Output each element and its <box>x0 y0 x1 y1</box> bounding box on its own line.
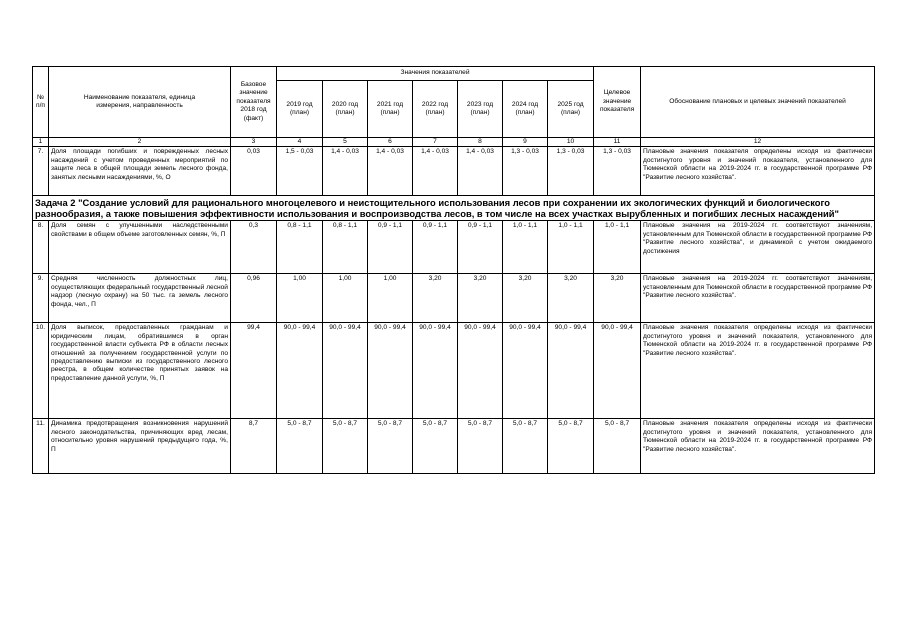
row-value: 90,0 - 99,4 <box>458 323 503 419</box>
row-value: 1,3 - 0,03 <box>548 147 594 196</box>
row-value: 1,00 <box>368 274 413 323</box>
indicators-table <box>32 66 875 474</box>
column-number: 7 <box>413 138 458 147</box>
row-value: 3,20 <box>548 274 594 323</box>
row-value: 5,0 - 8,7 <box>323 419 368 474</box>
row-value: 90,0 - 99,4 <box>548 323 594 419</box>
header-name: Наименование показателя, единица измерения, направленность <box>49 67 231 138</box>
row-value: 90,0 - 99,4 <box>368 323 413 419</box>
column-number: 9 <box>503 138 548 147</box>
row-target: 5,0 - 8,7 <box>594 419 641 474</box>
table-row <box>33 323 875 419</box>
row-value: 1,00 <box>277 274 323 323</box>
row-value: 0,8 - 1,1 <box>277 221 323 274</box>
row-value: 0,8 - 1,1 <box>323 221 368 274</box>
row-value: 5,0 - 8,7 <box>277 419 323 474</box>
table-row <box>33 419 875 474</box>
column-number: 3 <box>231 138 277 147</box>
row-value: 90,0 - 99,4 <box>413 323 458 419</box>
row-base: 8,7 <box>231 419 277 474</box>
row-value: 1,3 - 0,03 <box>503 147 548 196</box>
task-heading: Задача 2 "Создание условий для рационального многоцелевого и неистощительного использования лесов при сохранении их экологических функций и биологического разнообразия, а также повышения эффективности использования и воспроизводства лесов, в том числе на всех участках вырубленных и погибших лесных насаждений" <box>33 196 875 221</box>
header-target: Целевое значение показателя <box>594 67 641 138</box>
header-year: 2025 год (план) <box>548 81 594 138</box>
header-year: 2022 год (план) <box>413 81 458 138</box>
row-justification: Плановые значения на 2019-2024 гг. соответствуют значениям, установленным для Тюменской области в государственной программе РФ "Развитие лесного хозяйства". <box>641 274 875 323</box>
task-heading-row <box>33 196 875 221</box>
header-values-group: Значения показателей <box>277 67 594 81</box>
column-number: 6 <box>368 138 413 147</box>
column-number: 4 <box>277 138 323 147</box>
table-row <box>33 147 875 196</box>
row-name: Динамика предотвращения возникновения нарушений лесного законодательства, причиняющих вред лесам, относительно уровня нарушений предыдущего года, %, П <box>49 419 231 474</box>
row-num: 7. <box>33 147 49 196</box>
row-value: 0,9 - 1,1 <box>413 221 458 274</box>
row-base: 0,3 <box>231 221 277 274</box>
row-name: Доля выписок, предоставленных гражданам и юридическим лицам, обратившимся в орган государственной власти субъекта РФ в области лесных отношений за получением государственной услуги по предоставлению выписки из государственного лесного реестра, в общем количестве принятых заявок на предоставление данной услуги, %, П <box>49 323 231 419</box>
table-row <box>33 221 875 274</box>
row-value: 0,9 - 1,1 <box>368 221 413 274</box>
row-value: 3,20 <box>413 274 458 323</box>
row-name: Доля семян с улучшенными наследственными свойствами в общем объеме заготовленных семян, %, П <box>49 221 231 274</box>
row-base: 0,03 <box>231 147 277 196</box>
row-justification: Плановые значения показателя определены исходя из фактически достигнутого уровня и значений показателя, установленного для Тюменской области на 2019-2024 гг. в государственной программе РФ "Развитие лесного хозяйства". <box>641 147 875 196</box>
column-number: 8 <box>458 138 503 147</box>
row-value: 90,0 - 99,4 <box>277 323 323 419</box>
column-number: 11 <box>594 138 641 147</box>
row-num: 11. <box>33 419 49 474</box>
header-num: № п/п <box>33 67 49 138</box>
row-justification: Плановые значения показателя определены исходя из фактически достигнутого уровня и значений показателя, установленного для Тюменской области на 2019-2024 гг. в государственной программе РФ "Развитие лесного хозяйства". <box>641 323 875 419</box>
row-justification: Плановые значения показателя определены исходя из фактически достигнутого уровня и значений показателя, установленного для Тюменской области на 2019-2024 гг. в государственной программе РФ "Развитие лесного хозяйства". <box>641 419 875 474</box>
row-value: 90,0 - 99,4 <box>323 323 368 419</box>
header-year: 2024 год (план) <box>503 81 548 138</box>
header-justification: Обоснование плановых и целевых значений показателей <box>641 67 875 138</box>
column-number: 10 <box>548 138 594 147</box>
row-target: 1,3 - 0,03 <box>594 147 641 196</box>
row-value: 3,20 <box>503 274 548 323</box>
column-number: 12 <box>641 138 875 147</box>
column-numbers-row <box>33 138 875 147</box>
row-name: Доля площади погибших и поврежденных лесных насаждений с учетом проведенных мероприятий по защите леса в общей площади земель лесного фонда, занятых лесными насаждениями, %, О <box>49 147 231 196</box>
row-value: 3,20 <box>458 274 503 323</box>
row-value: 5,0 - 8,7 <box>458 419 503 474</box>
column-number: 2 <box>49 138 231 147</box>
header-year: 2023 год (план) <box>458 81 503 138</box>
row-value: 5,0 - 8,7 <box>368 419 413 474</box>
row-target: 90,0 - 99,4 <box>594 323 641 419</box>
column-number: 1 <box>33 138 49 147</box>
column-number: 5 <box>323 138 368 147</box>
row-value: 1,0 - 1,1 <box>503 221 548 274</box>
header-base: Базовое значение показателя 2018 год (факт) <box>231 67 277 138</box>
row-num: 8. <box>33 221 49 274</box>
table-row <box>33 274 875 323</box>
row-base: 0,96 <box>231 274 277 323</box>
row-value: 1,0 - 1,1 <box>548 221 594 274</box>
row-value: 1,5 - 0,03 <box>277 147 323 196</box>
row-value: 5,0 - 8,7 <box>503 419 548 474</box>
row-value: 90,0 - 99,4 <box>503 323 548 419</box>
row-target: 3,20 <box>594 274 641 323</box>
row-value: 1,4 - 0,03 <box>413 147 458 196</box>
row-value: 1,4 - 0,03 <box>323 147 368 196</box>
row-value: 0,9 - 1,1 <box>458 221 503 274</box>
row-value: 1,4 - 0,03 <box>368 147 413 196</box>
row-target: 1,0 - 1,1 <box>594 221 641 274</box>
row-value: 5,0 - 8,7 <box>548 419 594 474</box>
row-name: Средняя численность должностных лиц, осуществляющих федеральный государственный лесной надзор (лесную охрану) на 50 тыс. га земель лесного фонда, чел., П <box>49 274 231 323</box>
header-year: 2020 год (план) <box>323 81 368 138</box>
row-value: 1,4 - 0,03 <box>458 147 503 196</box>
header-year: 2019 год (план) <box>277 81 323 138</box>
row-num: 9. <box>33 274 49 323</box>
row-num: 10. <box>33 323 49 419</box>
row-value: 5,0 - 8,7 <box>413 419 458 474</box>
header-year: 2021 год (план) <box>368 81 413 138</box>
row-justification: Плановые значения на 2019-2024 гг. соответствуют значениям, установленным для Тюменской области в государственной программе РФ "Развитие лесного хозяйства", и динамикой с учетом ожидаемого достижения <box>641 221 875 274</box>
row-value: 1,00 <box>323 274 368 323</box>
row-base: 99,4 <box>231 323 277 419</box>
